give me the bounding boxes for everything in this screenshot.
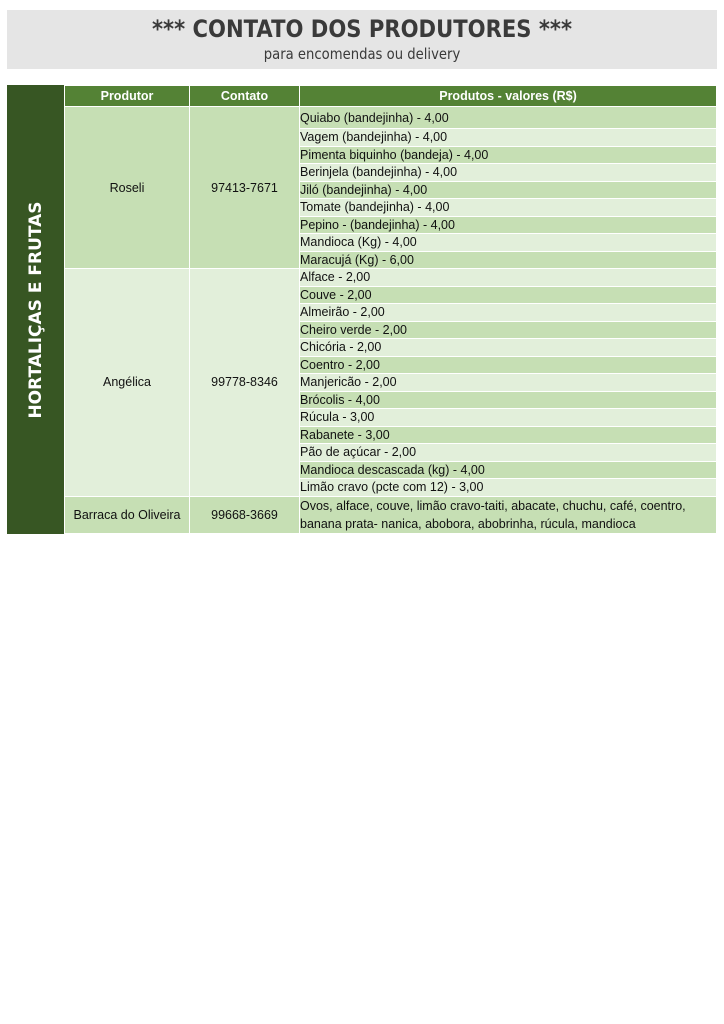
product-list-text: Ovos, alface, couve, limão cravo-taiti, abacate, chuchu, café, coentro, banana prata- nanica, abobora, abobrinha, rúcula, mandioca xyxy=(300,496,717,533)
product-item: Jiló (bandejinha) - 4,00 xyxy=(300,181,717,199)
producer-contact: 99668-3669 xyxy=(190,496,300,533)
table-row xyxy=(65,269,717,287)
product-item: Tomate (bandejinha) - 4,00 xyxy=(300,199,717,217)
column-header-contact: Contato xyxy=(190,86,300,107)
product-item: Brócolis - 4,00 xyxy=(300,391,717,409)
producer-name: Barraca do Oliveira xyxy=(65,496,190,533)
product-item: Almeirão - 2,00 xyxy=(300,304,717,322)
product-item: Chicória - 2,00 xyxy=(300,339,717,357)
page-subtitle: para encomendas ou delivery xyxy=(263,45,461,63)
product-item: Pepino - (bandejinha) - 4,00 xyxy=(300,216,717,234)
product-item: Rabanete - 3,00 xyxy=(300,426,717,444)
product-item: Coentro - 2,00 xyxy=(300,356,717,374)
product-item: Mandioca descascada (kg) - 4,00 xyxy=(300,461,717,479)
product-item: Mandioca (Kg) - 4,00 xyxy=(300,234,717,252)
producers-table xyxy=(64,85,717,534)
table-row xyxy=(65,496,717,533)
product-item: Quiabo (bandejinha) - 4,00 xyxy=(300,107,717,129)
product-item: Alface - 2,00 xyxy=(300,269,717,287)
product-item: Maracujá (Kg) - 6,00 xyxy=(300,251,717,269)
producer-contact: 99778-8346 xyxy=(190,269,300,497)
producer-name: Angélica xyxy=(65,269,190,497)
table-header-row xyxy=(65,86,717,107)
category-label: HORTALIÇAS E FRUTAS xyxy=(25,200,46,419)
page-title: *** CONTATO DOS PRODUTORES *** xyxy=(152,15,572,43)
category-bar xyxy=(7,85,64,534)
product-item: Manjericão - 2,00 xyxy=(300,374,717,392)
product-item: Pimenta biquinho (bandeja) - 4,00 xyxy=(300,146,717,164)
product-item: Rúcula - 3,00 xyxy=(300,409,717,427)
product-item: Couve - 2,00 xyxy=(300,286,717,304)
table-row xyxy=(65,107,717,129)
product-item: Berinjela (bandejinha) - 4,00 xyxy=(300,164,717,182)
product-item: Cheiro verde - 2,00 xyxy=(300,321,717,339)
producer-name: Roseli xyxy=(65,107,190,269)
product-item: Vagem (bandejinha) - 4,00 xyxy=(300,129,717,147)
title-banner xyxy=(7,10,717,69)
producer-contact: 97413-7671 xyxy=(190,107,300,269)
column-header-products: Produtos - valores (R$) xyxy=(300,86,717,107)
product-item: Pão de açúcar - 2,00 xyxy=(300,444,717,462)
column-header-producer: Produtor xyxy=(65,86,190,107)
product-item: Limão cravo (pcte com 12) - 3,00 xyxy=(300,479,717,497)
